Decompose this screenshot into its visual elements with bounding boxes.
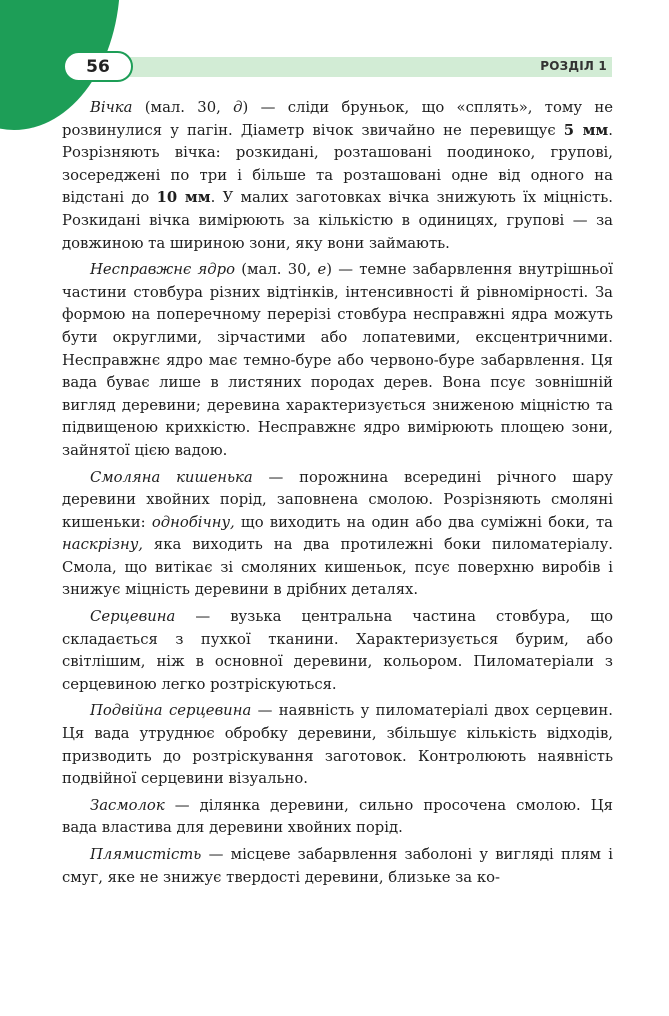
- paragraph-zasmolok: Засмолок — ділянка деревини, сильно просочена смолою. Ця вада властива для деревини хвойних порід.: [62, 796, 613, 837]
- term: Засмолок: [90, 796, 165, 814]
- term: Вічка: [90, 99, 133, 116]
- paragraph-podviyna-sertsevyna: Подвійна серцевина — наявність у пиломатеріалі двох серцевин. Ця вада утруднює обробку деревини, збільшує кількість відходів, призводить до розтріскування заготовок. Контролюють наявність подвійної серцевини візуально.: [62, 702, 613, 788]
- section-label: РОЗДІЛ 1: [540, 59, 607, 73]
- term: Смоляна кишенька: [90, 468, 253, 486]
- paragraph-smolyana-kyshenka: Смоляна кишенька — порожнина всередині річного шару деревини хвойних порід, заповнена смолою. Розрізняють смоляні кишеньки: однобічну, що виходить на один або два суміжні боки, та наскрізну, яка виходить на два протилежні боки пиломатеріалу. Смола, що витікає зі смоляних кишеньок, псує поверхню виробів і знижує міцність деревини в дрібних деталях.: [62, 468, 613, 599]
- header-band: [102, 57, 612, 77]
- term: Серцевина: [90, 608, 176, 626]
- paragraph-plyamystist: Плямистість — місцеве забарвлення заболоні у вигляді плям і смуг, яке не знижує твердості деревини, близьке за ко-: [62, 846, 613, 886]
- paragraph-nespravzhne-yadro: Несправжнє ядро (мал. 30, е) — темне забарвлення внутрішньої частини стовбура різних відтінків, інтенсивності й рівномірності. За формою на поперечному перерізі стовбура несправжні ядра можуть бути округлими, зірчастими або лопатевими, ексцентричними. Несправжнє ядро має темно-буре або червоно-буре забарвлення. Ця вада буває лише в листяних породах дерев. Вона псує зовнішній вигляд деревини; деревина характеризується зниженою міцністю та підвищеною крихкістю. Несправжнє ядро вимірюють площею зони, зайнятої цією вадою.: [62, 261, 614, 459]
- paragraph-sertsevyna: Серцевина — вузька центральна частина стовбура, що складається з пухкої тканини. Характеризується бурим, або світлішим, ніж в основної деревини, кольором. Пиломатеріали з серцевиною легко розтріскуються.: [62, 608, 613, 693]
- page-number: 56: [63, 51, 133, 82]
- term: Плямистість: [90, 846, 202, 863]
- page-text: [62, 97, 613, 893]
- term: Несправжнє ядро: [90, 261, 236, 279]
- term: Подвійна серцевина: [90, 702, 252, 720]
- paragraph-vichka: Вічка (мал. 30, д) — сліди бруньок, що «сплять», тому не розвинулися у пагін. Діаметр вічок звичайно не перевищує 5 мм. Розрізняють вічка: розкидані, розташовані поодиноко, групові, зосереджені по три і більше та розташовані одне від одного на відстані до 10 мм. У малих заготовках вічка знижують їх міцність. Розкидані вічка вимірюють за кількістю в одиницях, групові — за довжиною та шириною зони, яку вони займають.: [62, 99, 614, 252]
